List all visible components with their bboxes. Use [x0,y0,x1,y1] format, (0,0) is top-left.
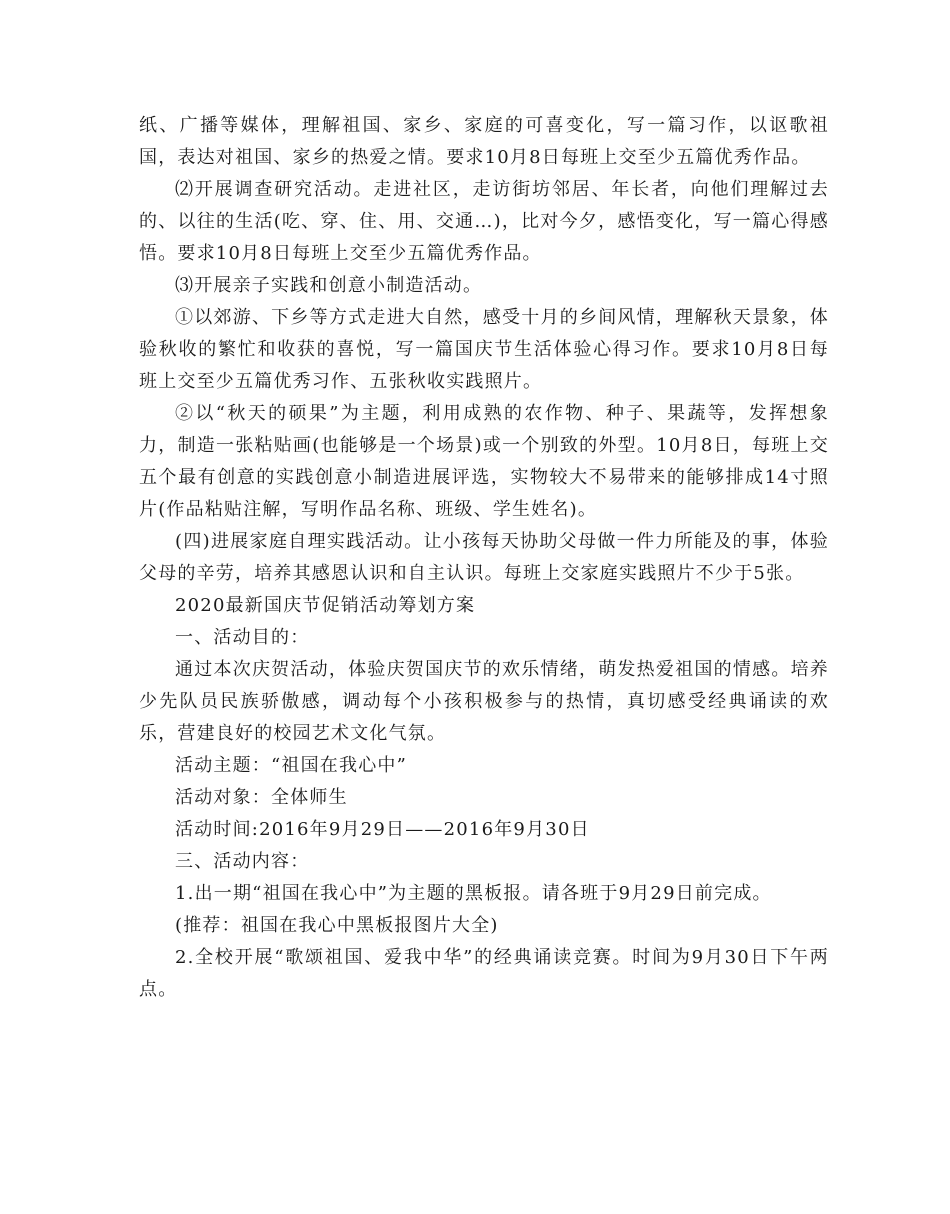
paragraph-parent-child-activity: ⑶开展亲子实践和创意小制造活动。 [175,275,483,296]
paragraph-home-practice: (四)进展家庭自理实践活动。让小孩每天协助父母做一件力所能及的事，体验父母的辛劳，培养其感恩认识和自主认识。每班上交家庭实践照片不少于5张。 [139,531,829,584]
paragraph-harvest-craft: ②以“秋天的硕果”为主题，利用成熟的农作物、种子、果蔬等，发挥想象力，制造一张粘贴画(也能够是一个场景)或一个别致的外型。10月8日，每班上交五个最有创意的实践创意小制造进展评选，实物较大不易带来的能够排成14寸照片(作品粘贴注解，写明作品名称、班级、学生姓名)。 [139,403,829,520]
content-item-recitation-contest: 2.全校开展“歌颂祖国、爱我中华”的经典诵读竞赛。时间为9月30日下午两点。 [139,947,829,1000]
activity-theme: 活动主题：“祖国在我心中” [175,755,408,776]
activity-audience: 活动对象：全体师生 [175,787,348,808]
document-body [139,110,829,1006]
paragraph-purpose-details: 通过本次庆贺活动，体验庆贺国庆节的欢乐情绪，萌发热爱祖国的情感。培养少先队员民族骄傲感，调动每个小孩积极参与的热情，真切感受经典诵读的欢乐，营建良好的校园艺术文化气氛。 [139,659,829,744]
content-item-recommendation: (推荐：祖国在我心中黑板报图片大全) [175,915,499,936]
section-title-promotion-plan: 2020最新国庆节促销活动筹划方案 [175,595,476,616]
activity-time: 活动时间:2016年9月29日——2016年9月30日 [175,819,590,840]
heading-activity-purpose: 一、活动目的： [175,627,310,648]
paragraph-media-writing: 纸、广播等媒体，理解祖国、家乡、家庭的可喜变化，写一篇习作，以讴歌祖国，表达对祖国、家乡的热爱之情。要求10月8日每班上交至少五篇优秀作品。 [139,115,829,168]
content-item-blackboard: 1.出一期“祖国在我心中”为主题的黑板报。请各班于9月29日前完成。 [175,883,772,904]
paragraph-survey-activity: ⑵开展调查研究活动。走进社区，走访街坊邻居、年长者，向他们理解过去的、以往的生活(吃、穿、住、用、交通…)，比对今夕，感悟变化，写一篇心得感悟。要求10月8日每班上交至少五篇优秀作品。 [139,179,829,264]
heading-activity-content: 三、活动内容： [175,851,310,872]
paragraph-outing-activity: ①以郊游、下乡等方式走进大自然，感受十月的乡间风情，理解秋天景象，体验秋收的繁忙和收获的喜悦，写一篇国庆节生活体验心得习作。要求10月8日每班上交至少五篇优秀习作、五张秋收实践照片。 [139,307,829,392]
